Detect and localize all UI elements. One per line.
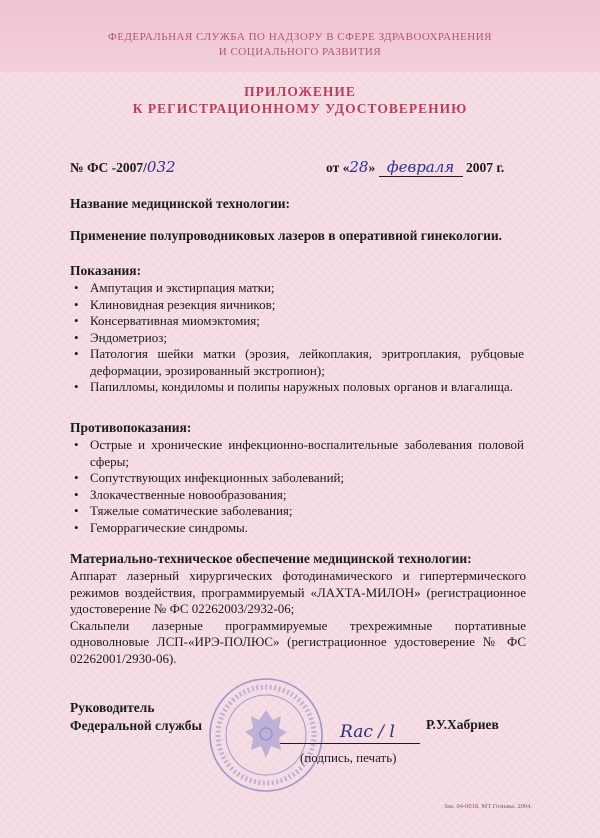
date-mid: » bbox=[368, 160, 376, 175]
bullet-icon: • bbox=[74, 379, 79, 394]
list-item: • Сопутствующих инфекционных заболеваний; bbox=[74, 470, 345, 485]
list-item: • Клиновидная резекция яичников; bbox=[74, 296, 276, 312]
bullet-icon: • bbox=[74, 503, 79, 518]
bullet-icon: • bbox=[74, 329, 79, 345]
official-seal-icon bbox=[207, 676, 325, 794]
list-item: • Ампутация и экстирпация матки; bbox=[74, 280, 275, 295]
list-item: • Злокачественные новообразования; bbox=[74, 486, 287, 502]
print-mark: Зак. 04-0018. МТ Гознака. 2004. bbox=[443, 803, 532, 810]
agency-line-2: И СОЦИАЛЬНОГО РАЗВИТИЯ bbox=[218, 46, 382, 58]
bullet-icon: • bbox=[74, 313, 79, 328]
date-prefix: от « bbox=[326, 160, 350, 175]
bullet-icon: • bbox=[74, 437, 79, 452]
registration-date bbox=[326, 158, 504, 177]
bullet-icon: • bbox=[74, 470, 79, 485]
contraindications-heading: Противопоказания: bbox=[70, 420, 192, 435]
signature-caption: (подпись, печать) bbox=[300, 750, 397, 765]
position-line-2: Федеральной службы bbox=[70, 718, 203, 733]
list-item: • Геморрагические синдромы. bbox=[74, 519, 249, 535]
list-item: • Острые и хронические инфекционно-воспалительные заболевания половой сферы; bbox=[74, 437, 524, 469]
contraindications-list bbox=[70, 437, 524, 536]
handwritten-signature: Rac / l bbox=[340, 722, 395, 742]
technology-name: Применение полупроводниковых лазеров в оперативной гинекологии. bbox=[70, 228, 502, 243]
date-day-handwritten: 28 bbox=[349, 158, 369, 176]
registration-number-prefix: № ФС -2007/ bbox=[70, 160, 147, 175]
title-line-1: ПРИЛОЖЕНИЕ bbox=[244, 84, 356, 99]
signatory-name: Р.У.Хабриев bbox=[426, 717, 499, 732]
list-item: • Эндометриоз; bbox=[74, 329, 167, 345]
indications-heading: Показания: bbox=[70, 263, 142, 278]
list-item: • Консервативная миомэктомия; bbox=[74, 313, 260, 328]
bullet-icon: • bbox=[74, 280, 79, 295]
bullet-icon: • bbox=[74, 296, 79, 312]
bullet-icon: • bbox=[74, 486, 79, 502]
date-year: 2007 г. bbox=[465, 160, 505, 175]
position-line-1: Руководитель bbox=[70, 700, 155, 715]
list-item: • Папилломы, кондиломы и полипы наружных половых органов и влагалища. bbox=[74, 379, 513, 394]
bullet-icon: • bbox=[74, 346, 79, 361]
signature-line bbox=[280, 743, 420, 744]
agency-name bbox=[60, 30, 540, 60]
list-item: • Тяжелые соматические заболевания; bbox=[74, 503, 293, 518]
bullet-icon: • bbox=[74, 519, 79, 535]
signatory-position bbox=[70, 699, 202, 735]
equipment-paragraph-1: Аппарат лазерный хирургических фотодинамического и гипертермического режимов воздействия, программируемый «ЛАХТА-МИЛОН» (регистрационное удостоверение № ФС 02262003/2932-06; bbox=[70, 568, 526, 616]
registration-number-handwritten: 032 bbox=[146, 158, 176, 176]
date-month-handwritten: февраля bbox=[379, 158, 463, 177]
title-line-2: К РЕГИСТРАЦИОННОМУ УДОСТОВЕРЕНИЮ bbox=[132, 101, 468, 116]
agency-line-1: ФЕДЕРАЛЬНАЯ СЛУЖБА ПО НАДЗОРУ В СФЕРЕ ЗДРАВООХРАНЕНИЯ bbox=[108, 31, 492, 43]
technology-label: Название медицинской технологии: bbox=[70, 196, 291, 211]
indications-list bbox=[70, 280, 524, 396]
equipment-text bbox=[70, 568, 526, 667]
equipment-paragraph-2: Скальпели лазерные программируемые трехрежимные портативные одноволновые ЛСП-«ИРЭ-ПОЛЮС» (регистрационное удостоверение № ФС 02262001/2930-06). bbox=[70, 617, 526, 666]
equipment-heading: Материально-техническое обеспечение медицинской технологии: bbox=[70, 551, 472, 566]
registration-number bbox=[70, 158, 176, 176]
document-title bbox=[60, 83, 540, 117]
list-item: • Патология шейки матки (эрозия, лейкоплакия, эритроплакия, рубцовые деформации, эрозированный экстропион); bbox=[74, 346, 524, 378]
